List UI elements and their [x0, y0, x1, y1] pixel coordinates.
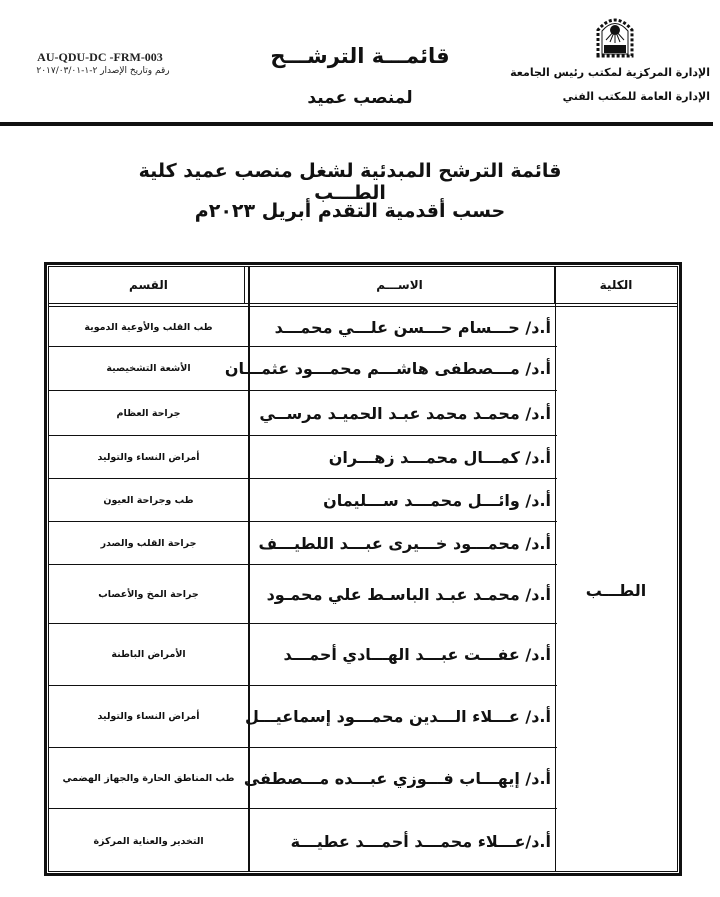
table-row — [49, 809, 557, 874]
candidate-department: الأشعة التشخيصية — [106, 363, 191, 374]
header-divider — [0, 122, 713, 126]
table-row — [49, 479, 557, 522]
org-line-2: الإدارة العامة للمكتب الفني — [562, 90, 710, 103]
candidate-department: جراحة المخ والأعصاب — [98, 588, 199, 600]
faculty-cell: الطـــب — [585, 580, 647, 600]
issue-info: رقم وتاريخ الإصدار ٢-١-٢٠١٧/٠٣/٠١ — [36, 66, 170, 76]
table-header — [49, 267, 677, 307]
candidate-department: طب وجراحة العيون — [103, 494, 194, 506]
candidate-department: أمراض النساء والتوليد — [97, 711, 200, 722]
document-heading: قائمة الترشح المبدئية لشغل منصب عميد كلية الطـــب — [138, 160, 562, 204]
candidate-department: جراحة العظام — [116, 407, 181, 419]
table-row — [49, 686, 557, 748]
table-row — [49, 347, 557, 391]
candidate-name: أ.د/ عفـــت عبـــد الهـــادي أحمـــد — [283, 645, 551, 664]
column-header-faculty: الكلية — [599, 278, 633, 292]
candidate-name: أ.د/ كمـــال محمـــد زهـــران — [328, 447, 551, 467]
candidate-department: أمراض النساء والتوليد — [97, 451, 200, 463]
candidate-name: أ.د/ وائـــل محمـــد ســـليمان — [323, 490, 551, 510]
candidate-name: أ.د/ مـــصطفى هاشـــم محمـــود عثمـــان — [224, 359, 551, 378]
column-header-name: الاســـم — [244, 267, 555, 303]
candidate-name: أ.د/ محمـــود خـــيرى عبـــد اللطيـــف — [258, 533, 551, 553]
candidate-department: طب القلب والأوعية الدموية — [84, 322, 213, 333]
org-line-1: الإدارة المركزية لمكتب رئيس الجامعة — [510, 66, 710, 79]
table-row — [49, 309, 557, 347]
table-row — [49, 624, 557, 686]
candidate-name: أ.د/عـــلاء محمـــد أحمـــد عطيـــة — [290, 832, 551, 851]
form-subtitle: لمنصب عميد — [307, 88, 413, 108]
table-body — [49, 309, 555, 871]
table-row — [49, 391, 557, 436]
candidate-department: الأمراض الباطنة — [111, 649, 186, 660]
candidate-name: أ.د/ إيهـــاب فـــوزي عبـــده مـــصطفى — [243, 768, 551, 788]
candidate-name: أ.د/ محمـد محمد عبـد الحميـد مرســي — [259, 403, 551, 423]
form-title: قائمـــة الترشـــح — [270, 44, 450, 68]
table-row — [49, 436, 557, 479]
candidate-name: أ.د/ عـــلاء الـــدين محمـــود إسماعيـــل — [244, 707, 551, 726]
candidate-name: أ.د/ محمـد عبـد الباسـط علي محمـود — [266, 584, 551, 604]
candidate-name: أ.د/ حـــسام حـــسن علـــي محمـــد — [274, 318, 551, 337]
table-row — [49, 565, 557, 624]
document-subheading: حسب أقدمية التقدم أبريل ٢٠٢٣م — [194, 200, 506, 222]
candidates-table — [44, 262, 682, 876]
candidate-department: طب المناطق الحارة والجهاز الهضمي — [62, 772, 235, 784]
column-header-department: القسم — [129, 278, 168, 292]
table-row — [49, 522, 557, 565]
candidate-department: التخدير والعناية المركزة — [93, 836, 204, 847]
candidate-department: جراحة القلب والصدر — [100, 537, 197, 549]
form-code: AU-QDU-DC -FRM-003 — [37, 50, 163, 64]
university-seal-icon — [590, 12, 640, 58]
table-row — [49, 748, 557, 809]
